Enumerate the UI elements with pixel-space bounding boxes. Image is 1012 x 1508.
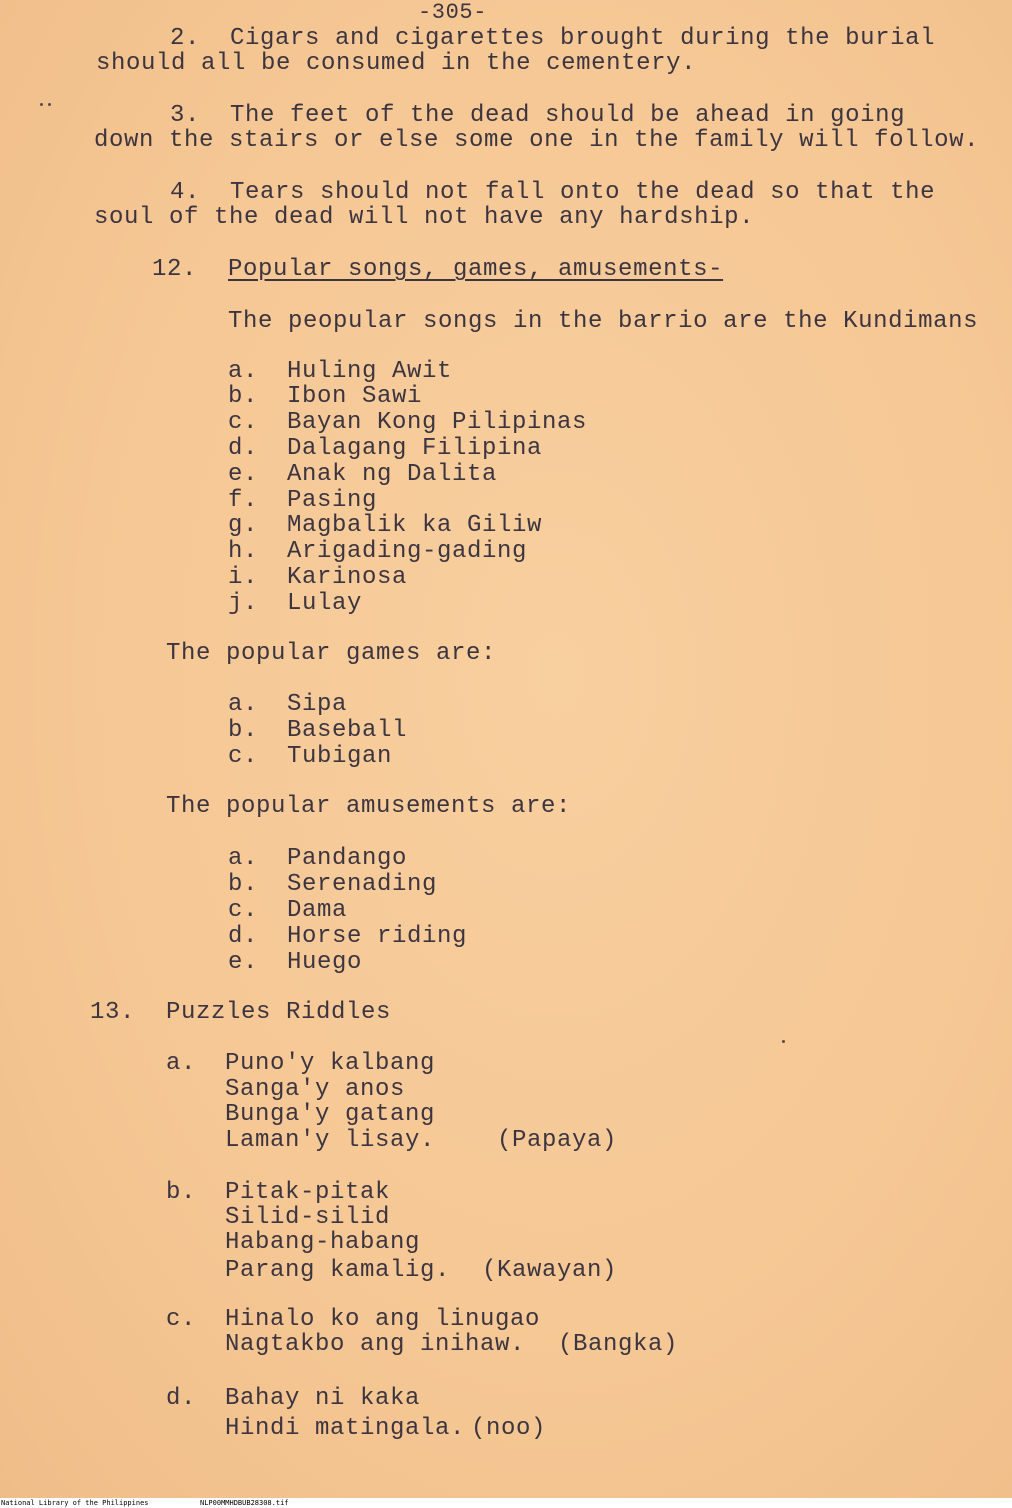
item-4-line-1: 4. Tears should not fall onto the dead so that the [170, 179, 936, 206]
riddle-line: Pitak-pitak [225, 1179, 391, 1206]
footer-file-name: NLP00MMHDBUB28308.tif [200, 1499, 289, 1507]
riddle-letter: d. [166, 1385, 197, 1412]
riddle-answer: (Bangka) [558, 1331, 679, 1358]
item-4-line-2: soul of the dead will not have any hardship. [94, 204, 755, 231]
speck-mark [40, 103, 43, 106]
list-item-letter: f. [228, 487, 259, 514]
list-item-letter: d. [228, 923, 259, 950]
songs-intro: The peopular songs in the barrio are the Kundimans [228, 308, 979, 335]
list-item-letter: c. [228, 743, 259, 770]
list-item: Pasing [287, 487, 378, 514]
section-13-number: 13. [90, 999, 136, 1026]
list-item-letter: e. [228, 461, 259, 488]
scan-footer [0, 1498, 1012, 1508]
riddle-letter: b. [166, 1179, 197, 1206]
list-item: Magbalik ka Giliw [287, 512, 543, 539]
speck-mark [782, 1040, 785, 1043]
list-item-letter: g. [228, 512, 259, 539]
riddle-letter: a. [166, 1050, 197, 1077]
page-number: -305- [418, 0, 488, 25]
amusements-intro: The popular amusements are: [166, 793, 572, 820]
list-item-letter: a. [228, 691, 259, 718]
riddle-line: Silid-silid [225, 1204, 391, 1231]
list-item: Dalagang Filipina [287, 435, 543, 462]
list-item-letter: c. [228, 409, 259, 436]
riddle-line: Parang kamalig. [225, 1257, 451, 1284]
list-item: Lulay [287, 590, 363, 617]
list-item-letter: a. [228, 358, 259, 385]
riddle-line: Hindi matingala. [225, 1415, 466, 1442]
list-item-letter: h. [228, 538, 259, 565]
list-item: Arigading-gading [287, 538, 528, 565]
list-item: Anak ng Dalita [287, 461, 498, 488]
list-item: Horse riding [287, 923, 468, 950]
riddle-line: Nagtakbo ang inihaw. [225, 1331, 526, 1358]
list-item: Dama [287, 897, 348, 924]
section-12-heading: Popular songs, games, amusements- [228, 256, 724, 283]
riddle-line: Laman'y lisay. [225, 1127, 436, 1154]
item-3-line-2: down the stairs or else some one in the family will follow. [94, 127, 980, 154]
footer-library-name: National Library of the Philippines [1, 1499, 149, 1507]
list-item: Huling Awit [287, 358, 453, 385]
list-item: Huego [287, 949, 363, 976]
riddle-letter: c. [166, 1306, 197, 1333]
list-item-letter: i. [228, 564, 259, 591]
riddle-line: Puno'y kalbang [225, 1050, 436, 1077]
list-item: Ibon Sawi [287, 383, 423, 410]
list-item: Baseball [287, 717, 408, 744]
riddle-line: Hinalo ko ang linugao [225, 1306, 541, 1333]
list-item: Tubigan [287, 743, 393, 770]
item-2-line-1: 2. Cigars and cigarettes brought during the burial [170, 25, 936, 52]
list-item: Bayan Kong Pilipinas [287, 409, 588, 436]
item-2-line-2: should all be consumed in the cementery. [96, 50, 697, 77]
section-12-number: 12. [152, 256, 198, 283]
list-item: Pandango [287, 845, 408, 872]
list-item-letter: b. [228, 871, 259, 898]
list-item-letter: c. [228, 897, 259, 924]
list-item: Sipa [287, 691, 348, 718]
item-3-line-1: 3. The feet of the dead should be ahead in going [170, 102, 906, 129]
games-intro: The popular games are: [166, 640, 497, 667]
riddle-answer: (noo) [471, 1415, 547, 1442]
riddle-line: Bahay ni kaka [225, 1385, 421, 1412]
list-item-letter: d. [228, 435, 259, 462]
speck-mark [48, 103, 51, 106]
riddle-line: Sanga'y anos [225, 1076, 406, 1103]
riddle-answer: (Papaya) [497, 1127, 618, 1154]
list-item-letter: e. [228, 949, 259, 976]
list-item-letter: b. [228, 717, 259, 744]
riddle-line: Bunga'y gatang [225, 1101, 436, 1128]
list-item-letter: a. [228, 845, 259, 872]
section-13-heading: Puzzles Riddles [166, 999, 392, 1026]
list-item: Karinosa [287, 564, 408, 591]
list-item: Serenading [287, 871, 438, 898]
list-item-letter: b. [228, 383, 259, 410]
list-item-letter: j. [228, 590, 259, 617]
riddle-answer: (Kawayan) [482, 1257, 618, 1284]
riddle-line: Habang-habang [225, 1229, 421, 1256]
